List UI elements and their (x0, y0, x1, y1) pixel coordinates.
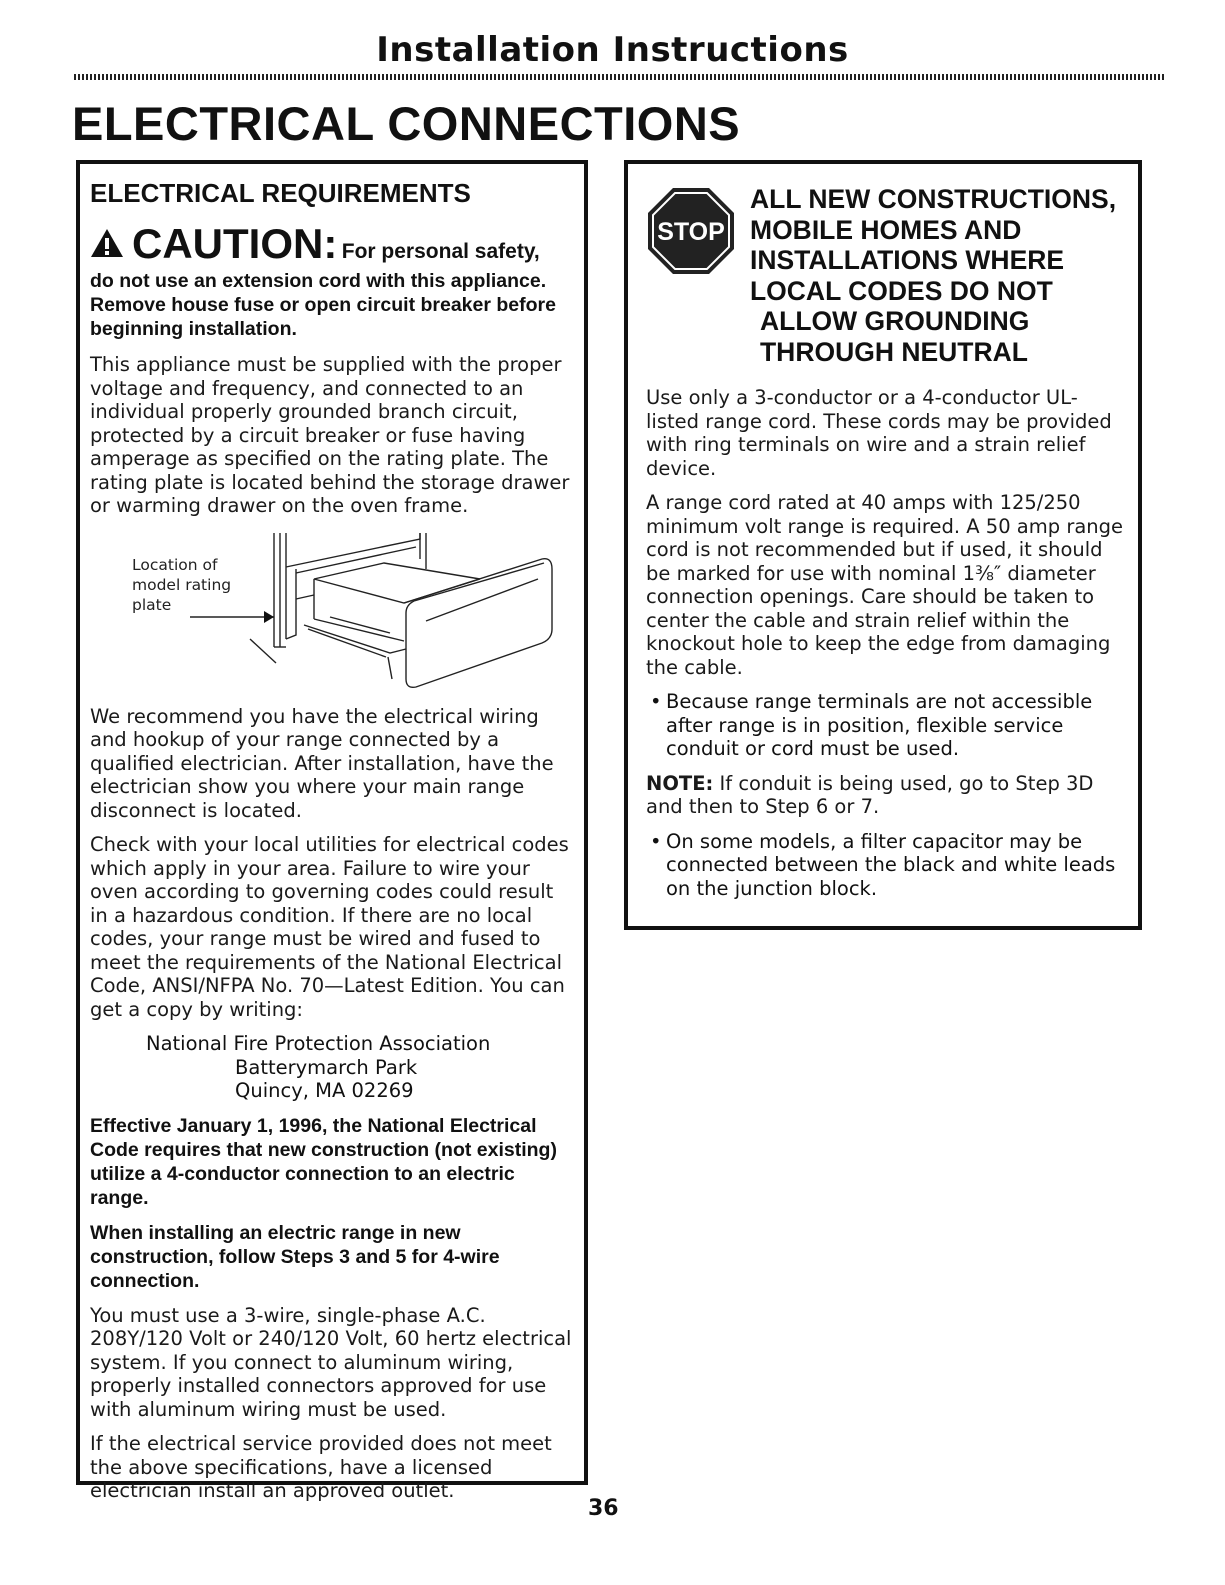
note-label: NOTE: (646, 771, 714, 795)
system-paragraph: You must use a 3-wire, single-phase A.C. 208Y/120 Volt or 240/120 Volt, 60 hertz electrical system. If you connect to aluminum wiring, properly installed connectors approved for use with aluminum wiring must be used. (90, 1303, 572, 1421)
diagram-caption-line: Location of (132, 555, 218, 574)
grounding-box (624, 160, 1142, 930)
address-block (90, 1032, 576, 1103)
diagram-caption-line: model rating (132, 575, 232, 594)
section-heading: ELECTRICAL REQUIREMENTS (90, 178, 471, 208)
page-number: 36 (588, 1496, 619, 1521)
caution-line (90, 220, 576, 267)
stop-sign-icon (646, 186, 736, 281)
caution-label: CAUTION: (132, 220, 338, 267)
bullet-list (646, 830, 1124, 901)
rating-plate-diagram (90, 529, 576, 697)
outlet-paragraph: If the electrical service provided does not meet the above specifications, have a licensed electrician install an approved outlet. (90, 1432, 552, 1502)
caution-tail: For personal safety, (341, 240, 540, 263)
rating-paragraph: A range cord rated at 40 amps with 125/250 minimum volt range is required. A 50 amp range cord is not recommended but if used, it should be marked for use with nominal 1⅜″ diameter connection openings. Care should be taken to center the cable and strain relief within the knockout hole to keep the edge from damaging the cable. (646, 491, 1124, 679)
wiring-paragraph: We recommend you have the electrical wiring and hookup of your range connected by a qualified electrician. After installation, have the electrician show you where your main range disconnect is located. (90, 704, 554, 822)
header-title: Installation Instructions (376, 30, 849, 70)
page-title: ELECTRICAL CONNECTIONS (72, 97, 741, 150)
cord-paragraph: Use only a 3-conductor or a 4-conductor UL-listed range cord. These cords may be provided with ring terminals on wire and a strain relief device. (646, 386, 1112, 480)
warning-triangle-icon (90, 228, 124, 262)
bullet-list (646, 690, 1124, 761)
grounding-heading (750, 184, 1116, 367)
list-item: • On some models, a filter capacitor may be connected between the black and white leads on the junction block. (646, 830, 1124, 901)
diagram-caption-line: plate (132, 595, 172, 614)
heading-line: MOBILE HOMES AND (750, 214, 1022, 245)
note-paragraph (646, 772, 1124, 819)
address-line: Batterymarch Park (235, 1055, 418, 1079)
supply-paragraph: This appliance must be supplied with the proper voltage and frequency, and connected to an individual properly grounded branch circuit, protected by a circuit breaker or fuse having amperage as specified on the rating plate. The rating plate is located behind the storage drawer or warming drawer on the oven frame. (90, 353, 570, 517)
header-divider (74, 74, 1164, 80)
address-line: National Fire Protection Association (146, 1032, 491, 1055)
address-line: Quincy, MA 02269 (235, 1079, 414, 1102)
codes-paragraph: Check with your local utilities for electrical codes which apply in your area. Failure to wire your oven according to governing codes could result in a hazardous condition. If there are no local codes, your range must be wired and fused to meet the requirements of the National Electrical Code, ANSI/NFPA No. 70—Latest Edition. You can get a copy by writing: (90, 833, 569, 1021)
new-construction-notice: When installing an electric range in new construction, follow Steps 3 and 5 for 4-wire connection. (90, 1221, 500, 1292)
heading-line: LOCAL CODES DO NOT (750, 275, 1053, 306)
heading-line: THROUGH NEUTRAL (760, 336, 1028, 367)
nec-notice: Effective January 1, 1996, the National Electrical Code requires that new construction (not existing) utilize a 4-conductor connection to an electric range. (90, 1114, 557, 1209)
drawer-illustration (90, 529, 576, 697)
note-text: If conduit is being used, go to Step 3D and then to Step 6 or 7. (646, 771, 1094, 818)
heading-line: INSTALLATIONS WHERE (750, 245, 1065, 275)
list-item: • Because range terminals are not accessible after range is in position, flexible service conduit or cord must be used. (646, 690, 1124, 761)
stop-sign-label: STOP (657, 218, 725, 246)
stop-header (646, 184, 1124, 380)
electrical-requirements-box (76, 160, 588, 1502)
caution-text: do not use an extension cord with this appliance. Remove house fuse or open circuit breaker before beginning installation. (90, 270, 556, 340)
heading-line: ALLOW GROUNDING (760, 306, 1030, 336)
heading-line: ALL NEW CONSTRUCTIONS, (750, 184, 1117, 214)
